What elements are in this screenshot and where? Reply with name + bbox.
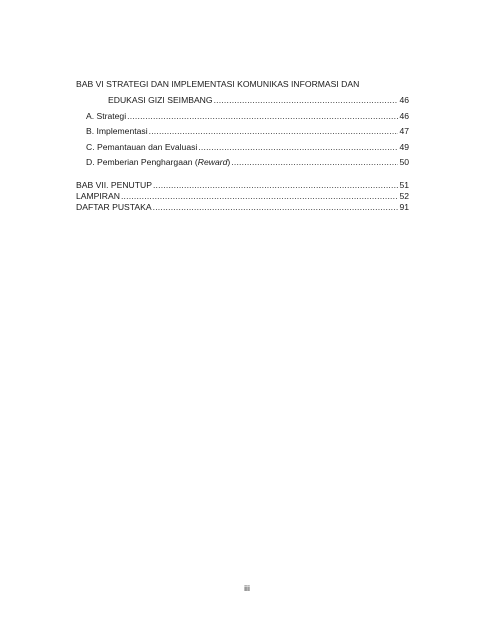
toc-entry-pemantauan xyxy=(86,142,409,153)
toc-entry-label xyxy=(86,157,230,168)
toc-entry-label: C. Pemantauan dan Evaluasi xyxy=(86,142,198,152)
toc-entry-label: EDUKASI GIZI SEIMBANG xyxy=(108,95,213,105)
toc-entry-page: 46 xyxy=(399,111,409,121)
page-number: iii xyxy=(244,583,250,593)
toc-entry-label-prefix: D. Pemberian Penghargaan ( xyxy=(86,157,198,167)
dot-leader xyxy=(198,142,398,153)
toc-entry-label-italic: Reward xyxy=(197,157,228,167)
toc-entry-label-suffix: ) xyxy=(227,157,231,167)
toc-entry-page: 91 xyxy=(399,202,409,212)
dot-leader xyxy=(149,126,399,137)
toc-entry-page: 46 xyxy=(399,95,409,105)
toc-entry-label: LAMPIRAN xyxy=(76,191,120,201)
toc-entry-label: BAB VII. PENUTUP xyxy=(76,180,152,190)
toc-entry-label: A. Strategi xyxy=(86,111,127,121)
toc-entry-page: 52 xyxy=(399,191,409,201)
toc-entry-lampiran xyxy=(76,191,409,202)
toc-entry-page: 49 xyxy=(399,142,409,152)
toc-entry-penghargaan xyxy=(86,157,409,168)
dot-leader xyxy=(153,202,399,213)
toc-entry-penutup xyxy=(76,180,409,191)
toc-entry-label: DAFTAR PUSTAKA xyxy=(76,202,152,212)
toc-entry-label: B. Implementasi xyxy=(86,126,148,136)
toc-entry-page: 47 xyxy=(399,126,409,136)
toc-entry-page: 51 xyxy=(399,180,409,190)
toc-entry-strategi xyxy=(86,111,409,122)
toc-heading-bab-6: BAB VI STRATEGI DAN IMPLEMENTASI KOMUNIKAS INFORMASI DAN xyxy=(76,79,360,89)
dot-leader xyxy=(127,111,398,122)
dot-leader xyxy=(121,191,399,202)
dot-leader xyxy=(153,180,399,191)
toc-entry-daftar-pustaka xyxy=(76,202,409,213)
toc-entry-bab-6-continued xyxy=(108,95,409,106)
dot-leader xyxy=(231,157,398,168)
toc-entry-page: 50 xyxy=(399,157,409,167)
toc-entry-implementasi xyxy=(86,126,409,137)
dot-leader xyxy=(214,95,399,106)
